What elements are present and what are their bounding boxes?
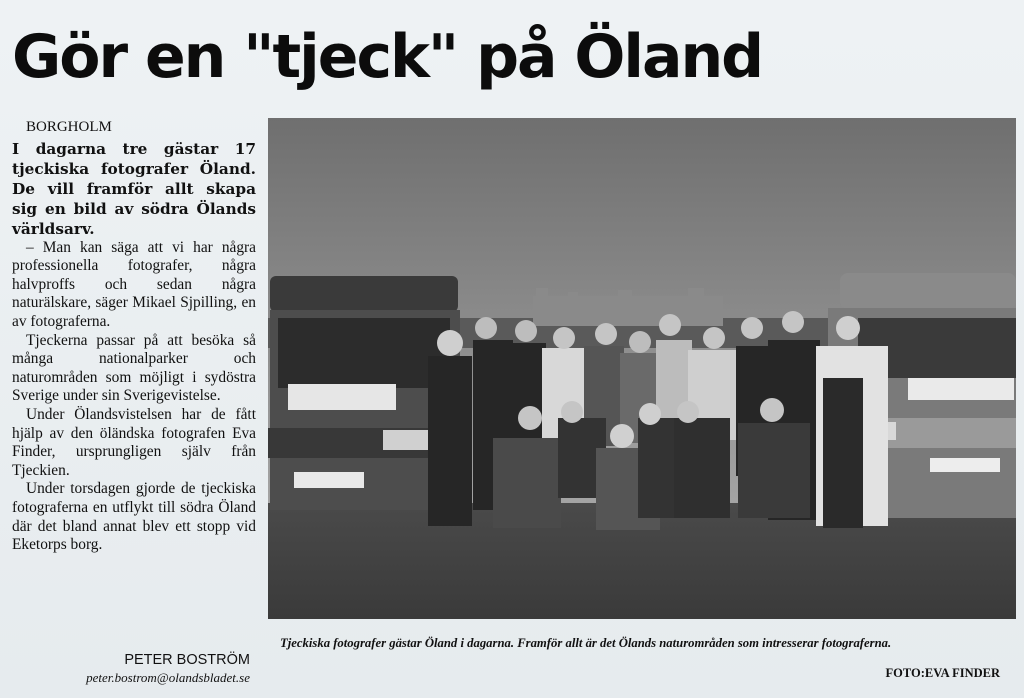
photographer-group — [428, 311, 888, 530]
dateline: BORGHOLM — [26, 119, 112, 135]
group-photo-illustration — [268, 118, 1016, 619]
body-paragraph: Under torsdagen gjorde de tjeckiska fotograferna en utflykt till södra Öland där det bland annat blev ett stopp vid Eketorps borg. — [12, 480, 256, 554]
body-paragraph: Tjeckerna passar på att besöka så många nationalparker och naturområden som möjligt i sydöstra Sverige under sin Sverigevistelse. — [12, 331, 256, 405]
lead-paragraph: I dagarna tre gästar 17 tjeckiska fotografer Öland. De vill framför allt skapa sig en bild av södra Ölands världsarv. — [12, 139, 256, 238]
headline: Gör en "tjeck" på Öland — [12, 22, 763, 92]
author-email: peter.bostrom@olandsbladet.se — [86, 670, 250, 685]
body-paragraph: Under Ölandsvistelsen har de fått hjälp av den öländska fotografen Eva Finder, ursprungligen själv från Tjeckien. — [12, 405, 256, 479]
group-photo — [268, 118, 1016, 619]
body-paragraph: – Man kan säga att vi har några professionella fotografer, några halvproffs och sedan några naturälskare, säger Mikael Sjpilling, en av fotograferna. — [12, 238, 256, 330]
photo-caption: Tjeckiska fotografer gästar Öland i dagarna. Framför allt är det Ölands naturområden som intresserar fotograferna. — [280, 636, 892, 650]
article-body — [12, 118, 256, 555]
author-byline: PETER BOSTRÖM — [124, 652, 250, 668]
photo-credit: FOTO:EVA FINDER — [885, 666, 1000, 680]
